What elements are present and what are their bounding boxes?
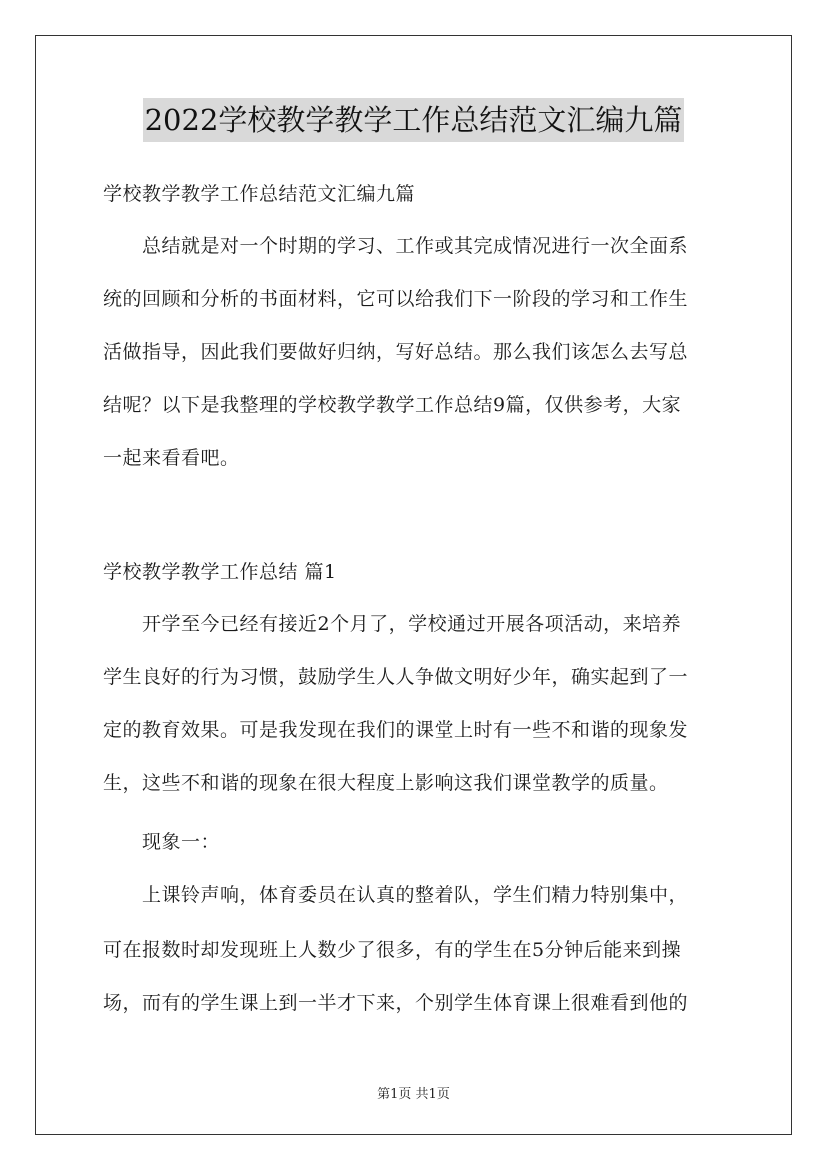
section-line-8: 场，而有的学生课上到一半才下来，个别学生体育课上很难看到他的 xyxy=(103,992,689,1014)
intro-line-2: 统的回顾和分析的书面材料，它可以给我们下一阶段的学习和工作生 xyxy=(103,288,689,310)
section-line-6: 上课铃声响，体育委员在认真的整着队，学生们精力特别集中， xyxy=(103,884,689,906)
section-line-4: 生，这些不和谐的现象在很大程度上影响这我们课堂教学的质量。 xyxy=(103,772,669,794)
document-title: 2022学校教学教学工作总结范文汇编九篇 xyxy=(143,98,685,142)
section-heading: 学校教学教学工作总结 篇1 xyxy=(103,561,337,583)
intro-line-3: 活做指导，因此我们要做好归纳，写好总结。那么我们该怎么去写总 xyxy=(103,341,689,363)
section-line-3: 定的教育效果。可是我发现在我们的课堂上时有一些不和谐的现象发 xyxy=(103,719,689,741)
intro-line-5: 一起来看看吧。 xyxy=(103,447,240,469)
section-line-1: 开学至今已经有接近2个月了，学校通过开展各项活动，来培养 xyxy=(103,613,682,635)
title-wrap xyxy=(0,98,827,142)
document-subtitle: 学校教学教学工作总结范文汇编九篇 xyxy=(103,183,416,205)
intro-line-1: 总结就是对一个时期的学习、工作或其完成情况进行一次全面系 xyxy=(103,235,689,257)
page-footer: 第1页 共1页 xyxy=(377,1087,450,1102)
section-line-7: 可在报数时却发现班上人数少了很多，有的学生在5分钟后能来到操 xyxy=(103,939,682,961)
section-line-2: 学生良好的行为习惯，鼓励学生人人争做文明好少年，确实起到了一 xyxy=(103,666,689,688)
intro-line-4: 结呢？以下是我整理的学校教学教学工作总结9篇，仅供参考，大家 xyxy=(103,394,682,416)
section-line-5: 现象一： xyxy=(103,831,221,853)
